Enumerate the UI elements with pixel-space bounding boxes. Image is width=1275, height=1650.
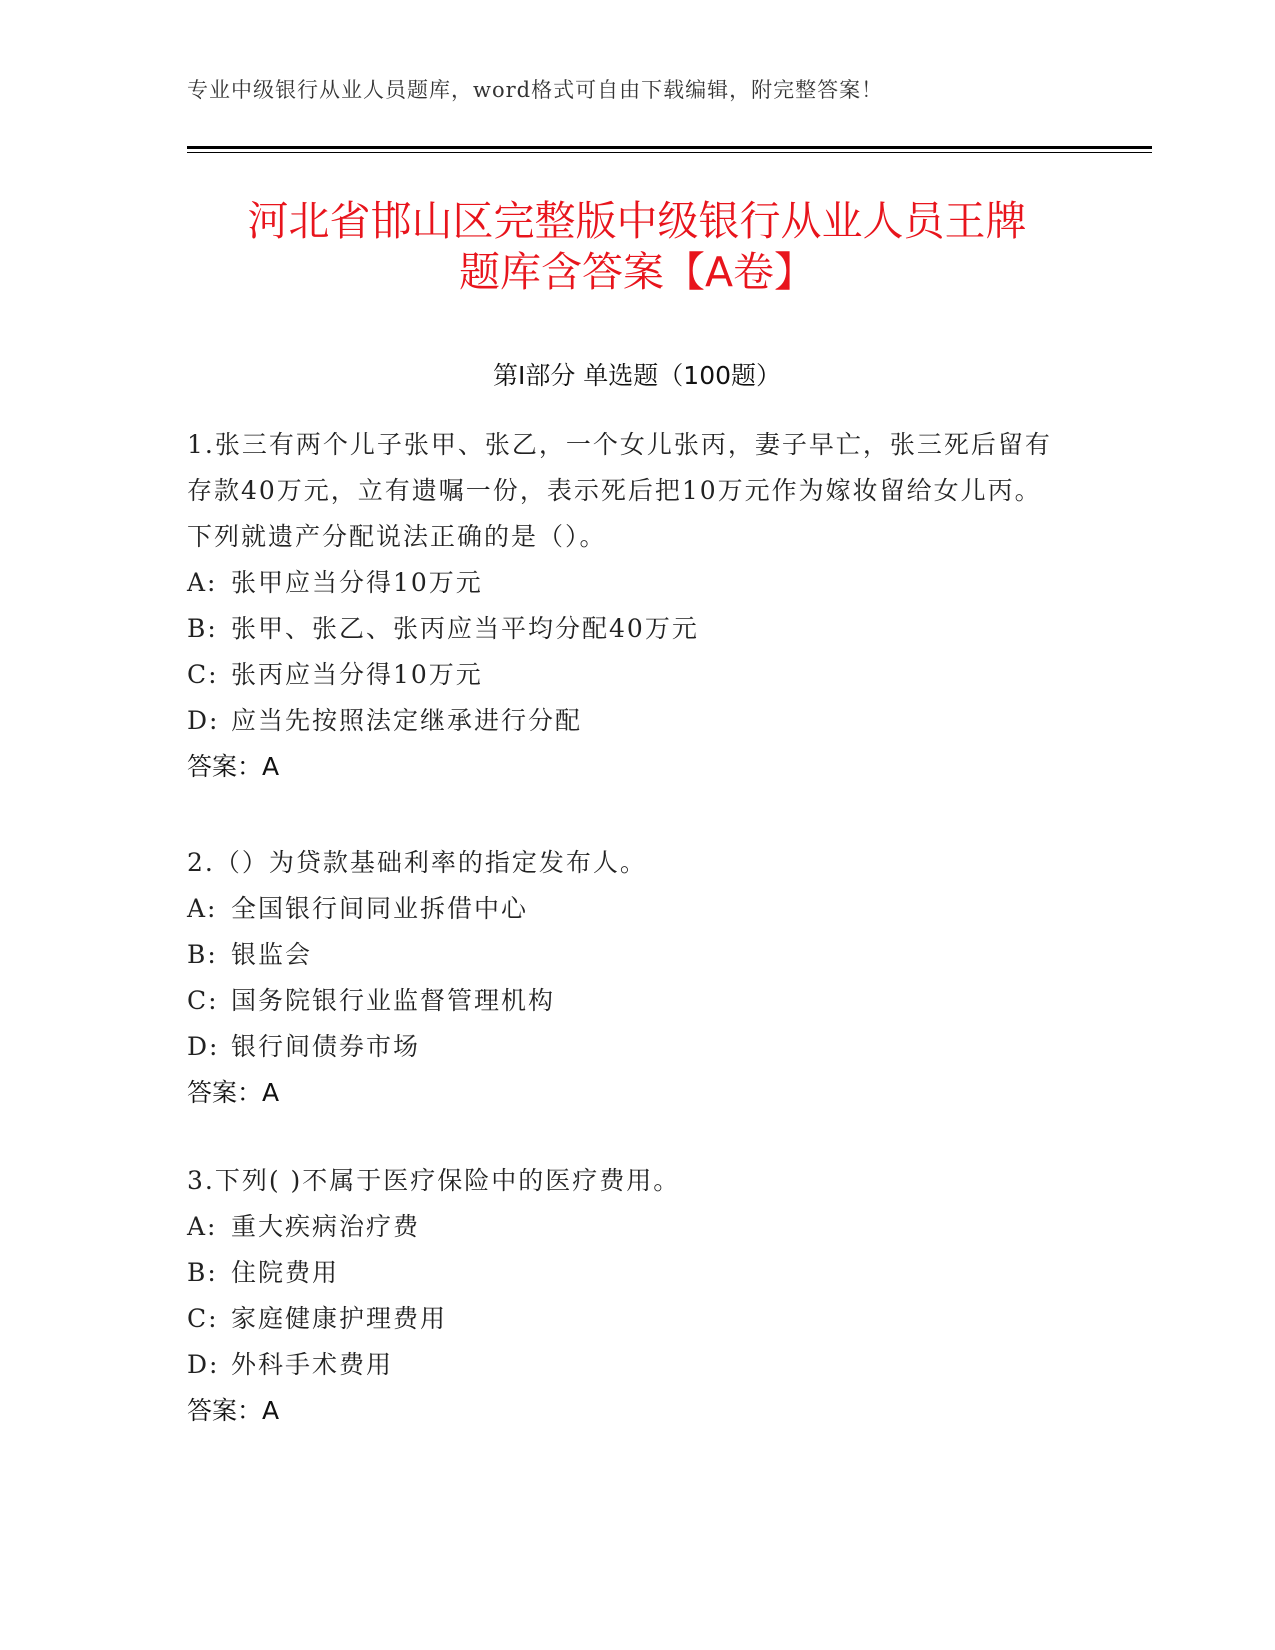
option-text: 张丙应当分得10万元: [231, 660, 483, 689]
option-text: 张甲应当分得10万元: [231, 568, 483, 597]
option-b: [187, 932, 1067, 978]
document-title: [187, 196, 1087, 298]
option-key: B:: [187, 1258, 218, 1287]
answer-line: 答案：A: [187, 1396, 280, 1425]
option-key: A:: [187, 1212, 218, 1241]
option-key: C:: [187, 1304, 219, 1333]
option-text: 张甲、张乙、张丙应当平均分配40万元: [231, 614, 699, 643]
option-text: 重大疾病治疗费: [231, 1212, 421, 1241]
option-a: [187, 886, 1067, 932]
question-3: [187, 1158, 1067, 1434]
document-title-line-1: 河北省邯山区完整版中级银行从业人员王牌: [247, 197, 1027, 245]
option-d: [187, 1024, 1067, 1070]
option-text: 家庭健康护理费用: [231, 1304, 448, 1333]
option-text: 应当先按照法定继承进行分配: [231, 706, 583, 735]
option-key: B:: [187, 940, 218, 969]
option-text: 住院费用: [231, 1258, 340, 1287]
answer-line: 答案：A: [187, 1078, 280, 1107]
option-b: [187, 1250, 1067, 1296]
question-stem: 3.下列( )不属于医疗保险中的医疗费用。: [187, 1166, 681, 1195]
question-2: [187, 840, 1067, 1116]
option-key: A:: [187, 894, 218, 923]
option-a: [187, 560, 1067, 606]
question-stem: 1.张三有两个儿子张甲、张乙，一个女儿张丙，妻子早亡，张三死后留有存款40万元，立有遗嘱一份，表示死后把10万元作为嫁妆留给女儿丙。下列就遗产分配说法正确的是（）。: [187, 430, 1052, 551]
option-key: A:: [187, 568, 218, 597]
option-text: 全国银行间同业拆借中心: [231, 894, 529, 923]
option-a: [187, 1204, 1067, 1250]
page-header: 专业中级银行从业人员题库，word格式可自由下载编辑，附完整答案！: [187, 78, 884, 102]
document-title-line-2: 题库含答案【A卷】: [458, 248, 816, 296]
option-key: D:: [187, 1350, 220, 1379]
option-c: [187, 1296, 1067, 1342]
option-text: 国务院银行业监督管理机构: [231, 986, 556, 1015]
answer-line: 答案：A: [187, 752, 280, 781]
option-key: D:: [187, 1032, 220, 1061]
question-1: [187, 422, 1067, 790]
option-key: C:: [187, 986, 219, 1015]
option-key: D:: [187, 706, 220, 735]
option-c: [187, 978, 1067, 1024]
question-stem: 2.（）为贷款基础利率的指定发布人。: [187, 848, 647, 877]
header-rule-thick: [187, 146, 1152, 149]
option-d: [187, 1342, 1067, 1388]
option-c: [187, 652, 1067, 698]
option-d: [187, 698, 1067, 744]
option-text: 外科手术费用: [231, 1350, 394, 1379]
option-text: 银行间债券市场: [231, 1032, 421, 1061]
option-text: 银监会: [231, 940, 313, 969]
header-rule-thin: [187, 152, 1152, 153]
option-b: [187, 606, 1067, 652]
option-key: C:: [187, 660, 219, 689]
option-key: B:: [187, 614, 218, 643]
section-title: 第Ⅰ部分 单选题（100题）: [492, 361, 782, 390]
